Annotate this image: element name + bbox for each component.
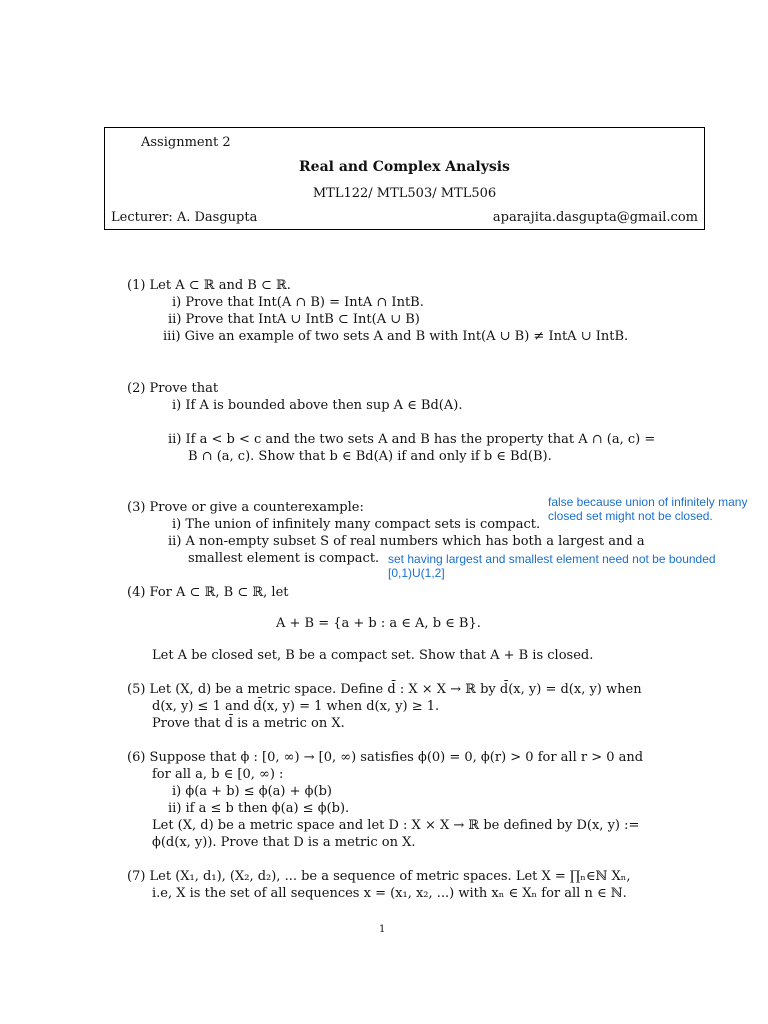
q3-head: (3) Prove or give a counterexample: bbox=[127, 500, 364, 515]
lecturer-name: Lecturer: A. Dasgupta bbox=[111, 210, 258, 225]
page-number: 1 bbox=[379, 924, 386, 935]
q4-head: (4) For A ⊂ ℝ, B ⊂ ℝ, let bbox=[127, 585, 289, 600]
lecturer-email: aparajita.dasgupta@gmail.com bbox=[492, 210, 698, 225]
q4-tail: Let A be closed set, B be a compact set. Show that A + B is closed. bbox=[152, 648, 594, 663]
q1-part-ii: ii) Prove that IntA ∪ IntB ⊂ Int(A ∪ B) bbox=[168, 312, 420, 327]
annotation-note-2-line2: [0,1)U(1,2] bbox=[388, 566, 445, 580]
q6-part-i: i) ϕ(a + b) ≤ ϕ(a) + ϕ(b) bbox=[172, 784, 332, 799]
header-box bbox=[104, 127, 705, 230]
q6-line1: (6) Suppose that ϕ : [0, ∞) → [0, ∞) satisfies ϕ(0) = 0, ϕ(r) > 0 for all r > 0 and bbox=[127, 750, 644, 765]
course-title: Real and Complex Analysis bbox=[299, 159, 510, 175]
q1-part-iii: iii) Give an example of two sets A and B with Int(A ∪ B) ≠ IntA ∪ IntB. bbox=[163, 329, 629, 344]
q6-line4: ϕ(d(x, y)). Prove that D is a metric on X. bbox=[152, 835, 416, 850]
q2-head: (2) Prove that bbox=[127, 381, 219, 396]
q7-line1: (7) Let (X₁, d₁), (X₂, d₂), ... be a sequence of metric spaces. Let X = ∏ₙ∈ℕ Xₙ, bbox=[127, 869, 631, 884]
q1-head: (1) Let A ⊂ ℝ and B ⊂ ℝ. bbox=[127, 278, 291, 293]
q6-line3: Let (X, d) be a metric space and let D : X × X → ℝ be defined by D(x, y) := bbox=[152, 818, 640, 833]
q2-part-i: i) If A is bounded above then sup A ∈ Bd(A). bbox=[172, 398, 463, 413]
q5-line2: d(x, y) ≤ 1 and d̄(x, y) = 1 when d(x, y) ≥ 1. bbox=[152, 699, 440, 714]
q2-part-ii-line2: B ∩ (a, c). Show that b ∈ Bd(A) if and only if b ∈ Bd(B). bbox=[188, 449, 552, 464]
q7-line2: i.e, X is the set of all sequences x = (x₁, x₂, ...) with xₙ ∈ Xₙ for all n ∈ ℕ. bbox=[152, 886, 627, 901]
q5-line3: Prove that d̄ is a metric on X. bbox=[152, 716, 345, 731]
annotation-note-1: false because union of infinitely many closed set might not be closed. bbox=[548, 495, 748, 523]
q6-part-ii: ii) if a ≤ b then ϕ(a) ≤ ϕ(b). bbox=[168, 801, 350, 816]
annotation-note-2-line1: set having largest and smallest element need not be bounded bbox=[388, 552, 716, 566]
q4-formula: A + B = {a + b : a ∈ A, b ∈ B}. bbox=[276, 616, 481, 631]
assignment-label: Assignment 2 bbox=[141, 135, 231, 150]
course-codes: MTL122/ MTL503/ MTL506 bbox=[312, 186, 497, 201]
q2-part-ii-line1: ii) If a < b < c and the two sets A and B has the property that A ∩ (a, c) = bbox=[168, 432, 656, 447]
q6-line2: for all a, b ∈ [0, ∞) : bbox=[152, 767, 284, 782]
q3-part-ii-line2: smallest element is compact. bbox=[188, 551, 380, 566]
q3-part-i: i) The union of infinitely many compact sets is compact. bbox=[172, 517, 541, 532]
q1-part-i: i) Prove that Int(A ∩ B) = IntA ∩ IntB. bbox=[172, 295, 424, 310]
q5-line1: (5) Let (X, d) be a metric space. Define d̄ : X × X → ℝ by d̄(x, y) = d(x, y) when bbox=[127, 682, 642, 697]
q3-part-ii-line1: ii) A non-empty subset S of real numbers which has both a largest and a bbox=[168, 534, 645, 549]
